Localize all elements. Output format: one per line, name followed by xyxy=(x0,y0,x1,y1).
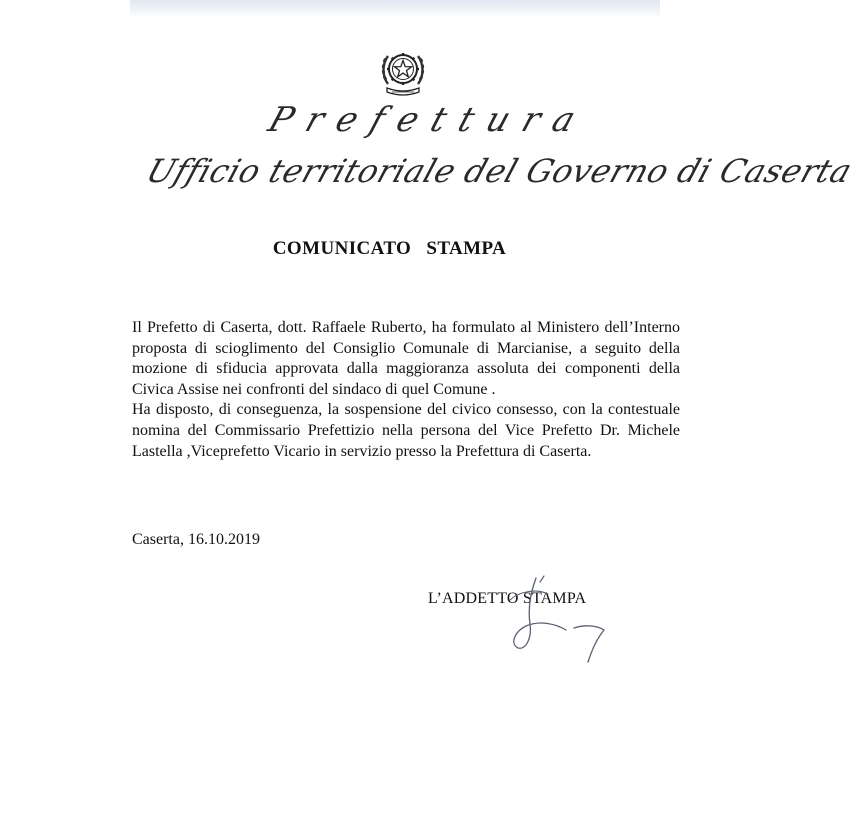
release-date: Caserta, 16.10.2019 xyxy=(132,531,260,548)
header-office-name: Ufficio territoriale del Governo di Caserta xyxy=(141,152,857,190)
top-decorative-band xyxy=(130,0,660,18)
body-paragraph-2: Ha disposto, di conseguenza, la sospensione del civico consesso, con la contestuale nomina del Commissario Prefettizio nella persona del Vice Prefetto Dr. Michele Lastella ,Viceprefetto Vicario in servizio presso la Prefettura di Caserta. xyxy=(132,401,680,460)
body-paragraph-1: Il Prefetto di Caserta, dott. Raffaele Ruberto, ha formulato al Ministero dell’Interno proposta di scioglimento del Consiglio Comunale di Marcianise, a seguito della mozione di sfiducia approvata dalla maggioranza assoluta dei componenti della Civica Assise nei confronti del sindaco di quel Comune . xyxy=(132,319,680,398)
page-title: COMUNICATO STAMPA xyxy=(272,238,507,259)
italian-republic-emblem-icon xyxy=(378,44,428,98)
signature-label: L’ADDETTO STAMPA xyxy=(428,590,587,607)
header-prefettura: Prefettura xyxy=(263,100,595,140)
handwritten-signature xyxy=(470,572,630,667)
press-release-body xyxy=(132,318,680,462)
